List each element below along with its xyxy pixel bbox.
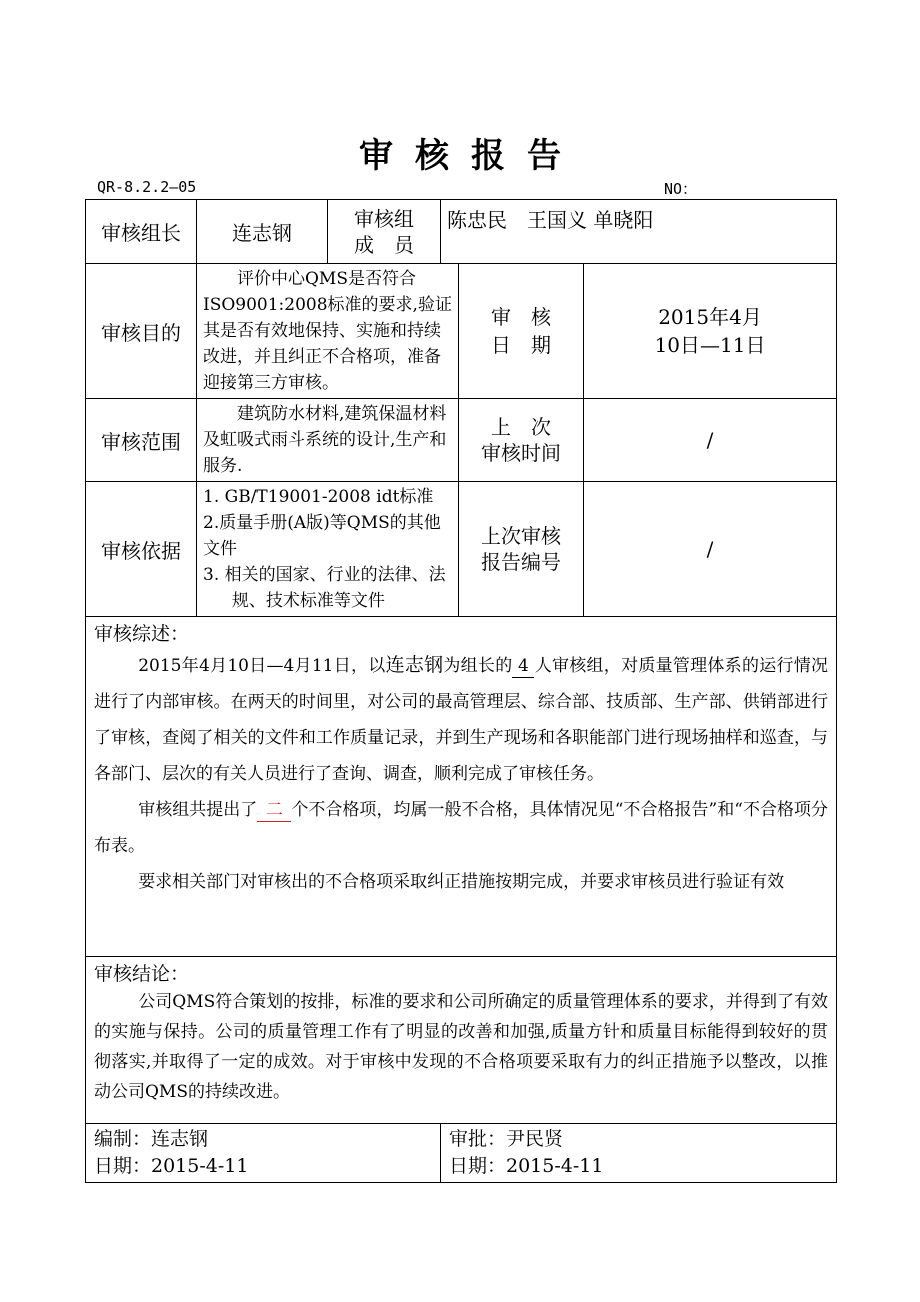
summary-nonconformity-count: 二: [257, 799, 291, 822]
prepared-by-cell: [86, 1124, 441, 1183]
basis-item: 3. 相关的国家、行业的法律、法规、技术标准等文件: [203, 565, 446, 611]
basis-list: [197, 482, 459, 617]
summary-p1-text-b: 为组长的: [443, 656, 513, 676]
summary-auditor-count: 4: [512, 655, 534, 678]
last-audit-time-label-line2: 审核时间: [481, 441, 561, 465]
row-summary: [86, 617, 837, 957]
scope-text: 建筑防水材料,建筑保温材料及虹吸式雨斗系统的设计,生产和服务.: [197, 399, 459, 482]
members-label: [328, 200, 441, 264]
summary-p2-text-a: 审核组共提出了: [138, 800, 258, 820]
audit-date-label: [459, 264, 584, 399]
scope-label: 审核范围: [86, 399, 197, 482]
form-code: QR-8.2.2—05: [97, 178, 197, 196]
summary-p1-leader: 连志钢: [385, 654, 444, 676]
basis-label: 审核依据: [86, 482, 197, 617]
row-leader: [86, 200, 837, 264]
approved-by: 审批：尹民贤: [449, 1128, 564, 1150]
summary-section: [86, 617, 837, 957]
approved-by-cell: [441, 1124, 837, 1183]
last-audit-time-label-line1: 上 次: [491, 415, 551, 439]
purpose-label: 审核目的: [86, 264, 197, 399]
conclusion-section: [86, 957, 837, 1124]
leader-value: 连志钢: [197, 200, 328, 264]
leader-label: 审核组长: [86, 200, 197, 264]
conclusion-text: 公司QMS符合策划的按排，标准的要求和公司所确定的质量管理体系的要求，并得到了有效的实施与保持。公司的质量管理工作有了明显的改善和加强,质量方针和质量目标能得到较好的贯彻落实,并取得了一定的成效。对于审核中发现的不合格项要采取有力的纠正措施予以整改，以推动公司QMS的持续改进。: [94, 992, 829, 1102]
row-scope: [86, 399, 837, 482]
summary-paragraph-3: 要求相关部门对审核出的不合格项采取纠正措施按期完成，并要求审核员进行验证有效: [138, 872, 785, 892]
summary-p1-text-a: 2015年4月10日—4月11日，以: [138, 656, 386, 676]
purpose-text: 评价中心QMS是否符合ISO9001:2008标准的要求,验证其是否有效地保持、实施和持续改进，并且纠正不合格项，准备迎接第三方审核。: [197, 264, 459, 399]
audit-date-value-line2: 10日—11日: [654, 333, 766, 357]
members-value: 陈忠民 王国义 单晓阳: [441, 200, 837, 264]
row-signatures: [86, 1124, 837, 1183]
last-report-number-value: /: [584, 482, 837, 617]
audit-date-label-line2: 日 期: [491, 333, 551, 357]
last-audit-time-label: [459, 399, 584, 482]
last-report-number-label: [459, 482, 584, 617]
summary-p2-text-b: 个不合格项，均属一般不合格，具体情况见“不合格报告”和“不合格项分布表。: [94, 800, 829, 856]
summary-heading: 审核综述：: [94, 623, 190, 645]
audit-date-value: [584, 264, 837, 399]
last-audit-time-value: /: [584, 399, 837, 482]
summary-paragraph-2: [94, 792, 828, 864]
prepared-date: 日期：2015-4-11: [94, 1155, 249, 1177]
basis-item: 2.质量手册(A版)等QMS的其他文件: [203, 513, 441, 559]
row-basis: [86, 482, 837, 617]
audit-date-value-line1: 2015年4月: [658, 305, 762, 329]
audit-report-table: [85, 199, 837, 1183]
members-label-line1: 审核组: [354, 206, 414, 231]
summary-p1-text-c: 人审核组，对质量管理体系的运行情况进行了内部审核。在两天的时间里，对公司的最高管理层、综合部、技质部、生产部、供销部进行了审核，查阅了相关的文件和工作质量记录，并到生产现场和各职能部门进行现场抽样和巡查，与各部门、层次的有关人员进行了查询、调查，顺利完成了审核任务。: [94, 656, 829, 784]
approved-date: 日期：2015-4-11: [449, 1155, 604, 1177]
last-report-number-label-line1: 上次审核: [481, 524, 561, 548]
last-report-number-label-line2: 报告编号: [481, 550, 561, 574]
members-label-line2: 成 员: [354, 232, 414, 257]
summary-paragraph-1: [94, 647, 828, 792]
audit-date-label-line1: 审 核: [491, 305, 551, 329]
prepared-by: 编制：连志钢: [94, 1128, 209, 1150]
row-purpose: [86, 264, 837, 399]
document-title: 审核报告: [359, 136, 583, 176]
conclusion-heading: 审核结论：: [94, 963, 190, 985]
row-conclusion: [86, 957, 837, 1124]
number-label: NO：: [664, 180, 698, 198]
basis-item: 1. GB/T19001-2008 idt标准: [203, 487, 434, 507]
